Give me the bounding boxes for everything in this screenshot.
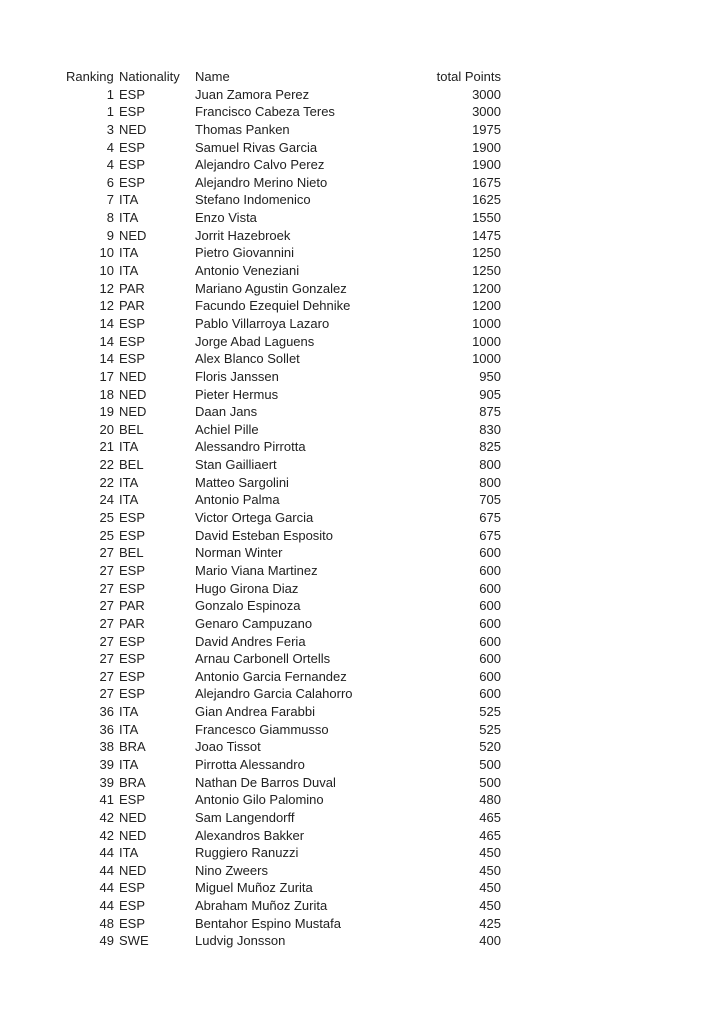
- cell-name: Pablo Villarroya Lazaro: [195, 315, 330, 331]
- cell-nationality: PAR: [119, 280, 145, 296]
- cell-nationality: ESP: [119, 139, 146, 155]
- table-row: [66, 368, 501, 386]
- cell-nationality: NED: [119, 862, 147, 878]
- cell-name: Ruggiero Ranuzzi: [195, 845, 299, 861]
- cell-total-points: 1200: [472, 280, 501, 296]
- cell-total-points: 525: [479, 721, 501, 737]
- cell-total-points: 450: [479, 880, 501, 896]
- cell-total-points: 400: [479, 933, 501, 949]
- cell-ranking: 9: [106, 227, 114, 243]
- cell-name: Daan Jans: [195, 404, 258, 420]
- table-row: [66, 650, 501, 668]
- cell-name: Genaro Campuzano: [195, 615, 313, 631]
- cell-nationality: ESP: [119, 915, 146, 931]
- cell-nationality: ESP: [119, 562, 146, 578]
- cell-ranking: 14: [99, 315, 114, 331]
- cell-nationality: ESP: [119, 86, 146, 102]
- table-row: [66, 191, 501, 209]
- cell-nationality: ESP: [119, 792, 146, 808]
- table-row: [66, 738, 501, 756]
- cell-ranking: 49: [99, 933, 114, 949]
- cell-nationality: BRA: [119, 739, 146, 755]
- cell-nationality: PAR: [119, 615, 145, 631]
- cell-total-points: 1550: [472, 210, 501, 226]
- cell-nationality: NED: [119, 386, 147, 402]
- cell-name: Sam Langendorff: [195, 809, 295, 825]
- table-row: [66, 86, 501, 104]
- cell-nationality: ESP: [119, 510, 146, 526]
- cell-name: Pieter Hermus: [195, 386, 279, 402]
- table-row: [66, 756, 501, 774]
- cell-ranking: 25: [99, 510, 114, 526]
- cell-name: Pietro Giovannini: [195, 245, 294, 261]
- table-row: [66, 209, 501, 227]
- cell-ranking: 27: [99, 633, 114, 649]
- cell-ranking: 39: [99, 756, 114, 772]
- cell-nationality: ESP: [119, 351, 146, 367]
- cell-total-points: 1000: [472, 351, 501, 367]
- cell-nationality: ESP: [119, 157, 146, 173]
- table-row: [66, 121, 501, 139]
- cell-nationality: ESP: [119, 651, 146, 667]
- cell-name: Mario Viana Martinez: [195, 562, 318, 578]
- cell-name: Victor Ortega Garcia: [195, 510, 314, 526]
- cell-name: Alex Blanco Sollet: [195, 351, 300, 367]
- cell-ranking: 41: [99, 792, 114, 808]
- cell-name: Hugo Girona Diaz: [195, 580, 299, 596]
- cell-name: Gian Andrea Farabbi: [195, 704, 315, 720]
- cell-name: Alejandro Merino Nieto: [195, 174, 328, 190]
- cell-nationality: ITA: [119, 439, 139, 455]
- cell-name: Stefano Indomenico: [195, 192, 311, 208]
- column-header-nationality: Nationality: [119, 69, 180, 84]
- cell-ranking: 4: [106, 157, 114, 173]
- cell-nationality: BRA: [119, 774, 146, 790]
- cell-name: Joao Tissot: [195, 739, 261, 755]
- cell-ranking: 42: [99, 827, 114, 843]
- cell-ranking: 19: [99, 404, 114, 420]
- cell-total-points: 600: [479, 668, 501, 684]
- cell-ranking: 18: [99, 386, 114, 402]
- cell-nationality: BEL: [119, 457, 144, 473]
- cell-name: Thomas Panken: [195, 121, 290, 137]
- cell-total-points: 1625: [472, 192, 501, 208]
- cell-ranking: 10: [99, 263, 114, 279]
- table-row: [66, 456, 501, 474]
- cell-name: Mariano Agustin Gonzalez: [195, 280, 347, 296]
- table-row: [66, 809, 501, 827]
- table-row: [66, 527, 501, 545]
- cell-name: Alessandro Pirrotta: [195, 439, 306, 455]
- table-row: [66, 774, 501, 792]
- cell-nationality: PAR: [119, 598, 145, 614]
- cell-ranking: 3: [106, 121, 114, 137]
- cell-total-points: 600: [479, 686, 501, 702]
- cell-ranking: 27: [99, 598, 114, 614]
- cell-total-points: 600: [479, 545, 501, 561]
- cell-name: David Esteban Esposito: [195, 527, 334, 543]
- cell-name: Facundo Ezequiel Dehnike: [195, 298, 351, 314]
- cell-name: Miguel Muñoz Zurita: [195, 880, 313, 896]
- cell-total-points: 675: [479, 527, 501, 543]
- table-row: [66, 915, 501, 933]
- cell-ranking: 36: [99, 704, 114, 720]
- table-row: [66, 438, 501, 456]
- cell-total-points: 500: [479, 756, 501, 772]
- cell-total-points: 675: [479, 510, 501, 526]
- table-row: [66, 262, 501, 280]
- cell-nationality: BEL: [119, 545, 144, 561]
- cell-total-points: 3000: [472, 104, 501, 120]
- cell-ranking: 38: [99, 739, 114, 755]
- table-row: [66, 333, 501, 351]
- cell-total-points: 525: [479, 704, 501, 720]
- ranking-table: [66, 68, 501, 950]
- cell-total-points: 830: [479, 421, 501, 437]
- cell-total-points: 1000: [472, 333, 501, 349]
- cell-total-points: 825: [479, 439, 501, 455]
- cell-total-points: 905: [479, 386, 501, 402]
- cell-total-points: 1975: [472, 121, 501, 137]
- table-row: [66, 827, 501, 845]
- cell-total-points: 600: [479, 598, 501, 614]
- cell-ranking: 36: [99, 721, 114, 737]
- cell-name: Pirrotta Alessandro: [195, 756, 305, 772]
- cell-name: Antonio Garcia Fernandez: [195, 668, 347, 684]
- cell-ranking: 27: [99, 580, 114, 596]
- table-header-row: [66, 68, 501, 86]
- cell-total-points: 465: [479, 809, 501, 825]
- cell-ranking: 1: [106, 86, 114, 102]
- cell-ranking: 27: [99, 615, 114, 631]
- cell-nationality: ITA: [119, 721, 139, 737]
- cell-nationality: ESP: [119, 527, 146, 543]
- cell-ranking: 24: [99, 492, 114, 508]
- cell-nationality: ITA: [119, 474, 139, 490]
- table-row: [66, 227, 501, 245]
- cell-nationality: NED: [119, 368, 147, 384]
- table-row: [66, 315, 501, 333]
- cell-nationality: ITA: [119, 704, 139, 720]
- cell-total-points: 600: [479, 615, 501, 631]
- cell-ranking: 12: [99, 280, 114, 296]
- cell-name: Samuel Rivas Garcia: [195, 139, 318, 155]
- table-row: [66, 897, 501, 915]
- cell-name: Abraham Muñoz Zurita: [195, 898, 328, 914]
- cell-nationality: ESP: [119, 174, 146, 190]
- cell-name: Alexandros Bakker: [195, 827, 305, 843]
- cell-name: Antonio Palma: [195, 492, 280, 508]
- cell-name: Alejandro Calvo Perez: [195, 157, 325, 173]
- cell-name: Francisco Cabeza Teres: [195, 104, 335, 120]
- column-header-total-points: total Points: [436, 69, 501, 84]
- table-row: [66, 668, 501, 686]
- cell-ranking: 44: [99, 898, 114, 914]
- cell-nationality: NED: [119, 809, 147, 825]
- cell-total-points: 950: [479, 368, 501, 384]
- cell-nationality: ITA: [119, 492, 139, 508]
- cell-name: Norman Winter: [195, 545, 283, 561]
- cell-ranking: 6: [106, 174, 114, 190]
- cell-nationality: ITA: [119, 192, 139, 208]
- cell-nationality: ESP: [119, 333, 146, 349]
- table-row: [66, 562, 501, 580]
- cell-total-points: 1000: [472, 315, 501, 331]
- cell-nationality: ITA: [119, 245, 139, 261]
- table-row: [66, 703, 501, 721]
- cell-name: Arnau Carbonell Ortells: [195, 651, 331, 667]
- cell-ranking: 14: [99, 333, 114, 349]
- cell-total-points: 800: [479, 457, 501, 473]
- table-row: [66, 403, 501, 421]
- table-row: [66, 174, 501, 192]
- cell-name: Gonzalo Espinoza: [195, 598, 301, 614]
- cell-total-points: 3000: [472, 86, 501, 102]
- cell-ranking: 44: [99, 880, 114, 896]
- table-row: [66, 721, 501, 739]
- cell-name: Francesco Giammusso: [195, 721, 329, 737]
- cell-name: Nathan De Barros Duval: [195, 774, 336, 790]
- table-row: [66, 544, 501, 562]
- table-row: [66, 421, 501, 439]
- table-row: [66, 597, 501, 615]
- table-row: [66, 932, 501, 950]
- table-row: [66, 580, 501, 598]
- cell-total-points: 1250: [472, 263, 501, 279]
- cell-ranking: 7: [106, 192, 114, 208]
- cell-nationality: NED: [119, 227, 147, 243]
- cell-name: Alejandro Garcia Calahorro: [195, 686, 353, 702]
- cell-nationality: ITA: [119, 845, 139, 861]
- cell-ranking: 12: [99, 298, 114, 314]
- cell-total-points: 600: [479, 562, 501, 578]
- cell-name: Antonio Veneziani: [195, 263, 300, 279]
- cell-ranking: 39: [99, 774, 114, 790]
- table-row: [66, 244, 501, 262]
- cell-total-points: 1900: [472, 139, 501, 155]
- cell-name: Antonio Gilo Palomino: [195, 792, 324, 808]
- cell-ranking: 42: [99, 809, 114, 825]
- cell-total-points: 600: [479, 633, 501, 649]
- cell-nationality: NED: [119, 404, 147, 420]
- cell-name: Matteo Sargolini: [195, 474, 289, 490]
- table-row: [66, 862, 501, 880]
- column-header-ranking: Ranking: [66, 69, 114, 84]
- cell-nationality: NED: [119, 121, 147, 137]
- cell-nationality: ESP: [119, 580, 146, 596]
- cell-ranking: 8: [106, 210, 114, 226]
- cell-ranking: 48: [99, 915, 114, 931]
- cell-nationality: ESP: [119, 315, 146, 331]
- cell-nationality: PAR: [119, 298, 145, 314]
- cell-nationality: NED: [119, 827, 147, 843]
- cell-nationality: ITA: [119, 756, 139, 772]
- cell-total-points: 1475: [472, 227, 501, 243]
- table-body: [66, 86, 501, 950]
- table-row: [66, 386, 501, 404]
- cell-nationality: ESP: [119, 686, 146, 702]
- table-row: [66, 633, 501, 651]
- table-row: [66, 103, 501, 121]
- table-row: [66, 615, 501, 633]
- cell-name: Jorge Abad Laguens: [195, 333, 315, 349]
- cell-nationality: ESP: [119, 668, 146, 684]
- cell-name: Achiel Pille: [195, 421, 259, 437]
- cell-ranking: 4: [106, 139, 114, 155]
- cell-nationality: ESP: [119, 898, 146, 914]
- table-row: [66, 350, 501, 368]
- cell-name: Jorrit Hazebroek: [195, 227, 291, 243]
- cell-total-points: 480: [479, 792, 501, 808]
- cell-total-points: 800: [479, 474, 501, 490]
- table-row: [66, 879, 501, 897]
- cell-total-points: 450: [479, 845, 501, 861]
- table-row: [66, 297, 501, 315]
- cell-total-points: 500: [479, 774, 501, 790]
- cell-total-points: 425: [479, 915, 501, 931]
- cell-ranking: 20: [99, 421, 114, 437]
- cell-ranking: 27: [99, 545, 114, 561]
- cell-ranking: 27: [99, 651, 114, 667]
- table-row: [66, 491, 501, 509]
- cell-name: Bentahor Espino Mustafa: [195, 915, 341, 931]
- table-row: [66, 844, 501, 862]
- cell-nationality: ESP: [119, 880, 146, 896]
- cell-total-points: 1250: [472, 245, 501, 261]
- cell-total-points: 520: [479, 739, 501, 755]
- table-row: [66, 509, 501, 527]
- cell-nationality: ITA: [119, 210, 139, 226]
- cell-name: Ludvig Jonsson: [195, 933, 286, 949]
- cell-ranking: 27: [99, 686, 114, 702]
- cell-total-points: 450: [479, 862, 501, 878]
- cell-total-points: 705: [479, 492, 501, 508]
- cell-ranking: 22: [99, 457, 114, 473]
- cell-ranking: 27: [99, 562, 114, 578]
- cell-ranking: 27: [99, 668, 114, 684]
- cell-total-points: 450: [479, 898, 501, 914]
- cell-total-points: 1900: [472, 157, 501, 173]
- cell-total-points: 465: [479, 827, 501, 843]
- table-row: [66, 156, 501, 174]
- cell-nationality: SWE: [119, 933, 149, 949]
- cell-ranking: 22: [99, 474, 114, 490]
- cell-total-points: 600: [479, 580, 501, 596]
- cell-name: Enzo Vista: [195, 210, 257, 226]
- cell-ranking: 14: [99, 351, 114, 367]
- table-row: [66, 791, 501, 809]
- cell-name: Nino Zweers: [195, 862, 268, 878]
- cell-ranking: 44: [99, 845, 114, 861]
- cell-total-points: 600: [479, 651, 501, 667]
- cell-total-points: 1675: [472, 174, 501, 190]
- cell-ranking: 1: [106, 104, 114, 120]
- cell-name: David Andres Feria: [195, 633, 306, 649]
- cell-nationality: ESP: [119, 633, 146, 649]
- cell-ranking: 10: [99, 245, 114, 261]
- table-row: [66, 685, 501, 703]
- table-row: [66, 139, 501, 157]
- cell-total-points: 875: [479, 404, 501, 420]
- cell-name: Floris Janssen: [195, 368, 279, 384]
- cell-ranking: 44: [99, 862, 114, 878]
- column-header-name: Name: [195, 69, 230, 84]
- cell-total-points: 1200: [472, 298, 501, 314]
- table-row: [66, 474, 501, 492]
- cell-name: Stan Gailliaert: [195, 457, 277, 473]
- cell-ranking: 25: [99, 527, 114, 543]
- cell-ranking: 17: [99, 368, 114, 384]
- cell-nationality: ESP: [119, 104, 146, 120]
- table-row: [66, 280, 501, 298]
- cell-ranking: 21: [99, 439, 114, 455]
- cell-name: Juan Zamora Perez: [195, 86, 310, 102]
- cell-nationality: ITA: [119, 263, 139, 279]
- cell-nationality: BEL: [119, 421, 144, 437]
